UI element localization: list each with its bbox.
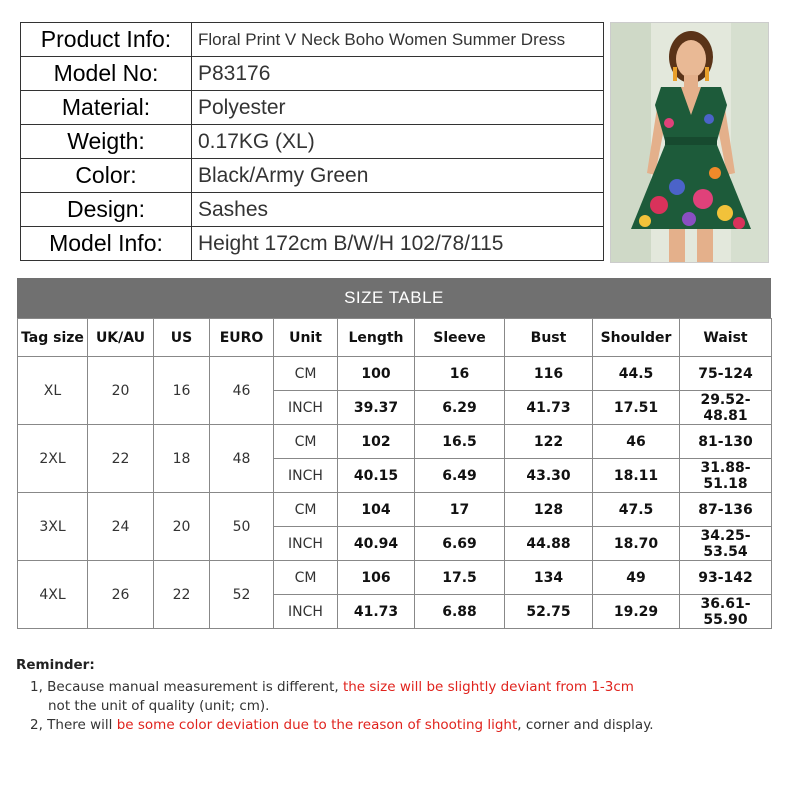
info-row-model-no — [21, 57, 604, 91]
unit-cell: INCH — [274, 459, 338, 493]
info-value: Black/Army Green — [192, 159, 604, 193]
info-value: 0.17KG (XL) — [192, 125, 604, 159]
waist-cell: 75-124 — [680, 357, 772, 391]
tag-size-cell: 4XL — [18, 561, 88, 629]
bust-cell: 134 — [505, 561, 593, 595]
product-info-table — [20, 22, 604, 261]
bust-cell: 122 — [505, 425, 593, 459]
unit-cell: CM — [274, 357, 338, 391]
info-row-weight — [21, 125, 604, 159]
header-length: Length — [338, 319, 415, 357]
size-row-xl-cm — [18, 357, 772, 391]
bust-cell: 116 — [505, 357, 593, 391]
model-figure-image — [611, 23, 769, 263]
us-cell: 16 — [154, 357, 210, 425]
header-uk-au: UK/AU — [88, 319, 154, 357]
uk-au-cell: 26 — [88, 561, 154, 629]
info-value: P83176 — [192, 57, 604, 91]
sleeve-cell: 6.69 — [415, 527, 505, 561]
bust-cell: 128 — [505, 493, 593, 527]
header-shoulder: Shoulder — [593, 319, 680, 357]
info-row-material — [21, 91, 604, 125]
unit-cell: INCH — [274, 391, 338, 425]
info-label: Color: — [21, 159, 192, 193]
info-row-product — [21, 23, 604, 57]
unit-cell: INCH — [274, 527, 338, 561]
reminder-text: not the unit of quality (unit; cm). — [48, 698, 270, 714]
info-label: Weigth: — [21, 125, 192, 159]
reminder-item-2 — [16, 717, 776, 736]
length-cell: 40.94 — [338, 527, 415, 561]
info-row-design — [21, 193, 604, 227]
header-sleeve: Sleeve — [415, 319, 505, 357]
length-cell: 41.73 — [338, 595, 415, 629]
header-tag-size: Tag size — [18, 319, 88, 357]
header-us: US — [154, 319, 210, 357]
tag-size-cell: 2XL — [18, 425, 88, 493]
info-label: Product Info: — [21, 23, 192, 57]
length-cell: 106 — [338, 561, 415, 595]
reminder-item-1-continued — [16, 698, 776, 717]
info-value: Sashes — [192, 193, 604, 227]
header-bust: Bust — [505, 319, 593, 357]
length-cell: 39.37 — [338, 391, 415, 425]
shoulder-cell: 44.5 — [593, 357, 680, 391]
tag-size-cell: XL — [18, 357, 88, 425]
length-cell: 104 — [338, 493, 415, 527]
info-value: Height 172cm B/W/H 102/78/115 — [192, 227, 604, 261]
euro-cell: 48 — [210, 425, 274, 493]
size-table-header-row — [18, 319, 772, 357]
bust-cell: 43.30 — [505, 459, 593, 493]
sleeve-cell: 6.49 — [415, 459, 505, 493]
info-label: Material: — [21, 91, 192, 125]
unit-cell: CM — [274, 561, 338, 595]
unit-cell: INCH — [274, 595, 338, 629]
sleeve-cell: 17.5 — [415, 561, 505, 595]
bust-cell: 52.75 — [505, 595, 593, 629]
us-cell: 18 — [154, 425, 210, 493]
size-table-title: SIZE TABLE — [17, 278, 771, 318]
header-unit: Unit — [274, 319, 338, 357]
bust-cell: 41.73 — [505, 391, 593, 425]
waist-cell: 31.88-51.18 — [680, 459, 772, 493]
reminder-text: , corner and display. — [517, 717, 654, 733]
sleeve-cell: 16.5 — [415, 425, 505, 459]
bust-cell: 44.88 — [505, 527, 593, 561]
us-cell: 22 — [154, 561, 210, 629]
reminder-highlight: be some color deviation due to the reason of shooting light — [116, 717, 518, 733]
info-label: Model Info: — [21, 227, 192, 261]
shoulder-cell: 18.11 — [593, 459, 680, 493]
reminder-section — [16, 657, 776, 736]
reminder-highlight: the size will be slightly deviant from 1-3cm — [342, 679, 634, 695]
euro-cell: 52 — [210, 561, 274, 629]
uk-au-cell: 20 — [88, 357, 154, 425]
shoulder-cell: 47.5 — [593, 493, 680, 527]
size-row-2xl-cm — [18, 425, 772, 459]
info-label: Model No: — [21, 57, 192, 91]
euro-cell: 46 — [210, 357, 274, 425]
reminder-item-1 — [16, 679, 776, 698]
waist-cell: 81-130 — [680, 425, 772, 459]
waist-cell: 29.52-48.81 — [680, 391, 772, 425]
us-cell: 20 — [154, 493, 210, 561]
unit-cell: CM — [274, 425, 338, 459]
info-value: Polyester — [192, 91, 604, 125]
reminder-text: 1, Because manual measurement is different, — [30, 679, 343, 695]
shoulder-cell: 19.29 — [593, 595, 680, 629]
uk-au-cell: 22 — [88, 425, 154, 493]
size-row-4xl-cm — [18, 561, 772, 595]
product-photo — [610, 22, 769, 263]
sleeve-cell: 6.29 — [415, 391, 505, 425]
size-table — [17, 318, 772, 629]
sleeve-cell: 6.88 — [415, 595, 505, 629]
length-cell: 102 — [338, 425, 415, 459]
tag-size-cell: 3XL — [18, 493, 88, 561]
size-row-3xl-cm — [18, 493, 772, 527]
header-euro: EURO — [210, 319, 274, 357]
info-row-model-info — [21, 227, 604, 261]
waist-cell: 87-136 — [680, 493, 772, 527]
shoulder-cell: 17.51 — [593, 391, 680, 425]
shoulder-cell: 49 — [593, 561, 680, 595]
info-label: Design: — [21, 193, 192, 227]
waist-cell: 36.61-55.90 — [680, 595, 772, 629]
reminder-heading: Reminder: — [16, 657, 95, 673]
shoulder-cell: 46 — [593, 425, 680, 459]
info-value: Floral Print V Neck Boho Women Summer Dress — [192, 23, 604, 57]
reminder-text: 2, There will — [30, 717, 117, 733]
shoulder-cell: 18.70 — [593, 527, 680, 561]
sleeve-cell: 17 — [415, 493, 505, 527]
waist-cell: 34.25-53.54 — [680, 527, 772, 561]
waist-cell: 93-142 — [680, 561, 772, 595]
info-row-color — [21, 159, 604, 193]
header-waist: Waist — [680, 319, 772, 357]
uk-au-cell: 24 — [88, 493, 154, 561]
euro-cell: 50 — [210, 493, 274, 561]
unit-cell: CM — [274, 493, 338, 527]
length-cell: 100 — [338, 357, 415, 391]
sleeve-cell: 16 — [415, 357, 505, 391]
length-cell: 40.15 — [338, 459, 415, 493]
